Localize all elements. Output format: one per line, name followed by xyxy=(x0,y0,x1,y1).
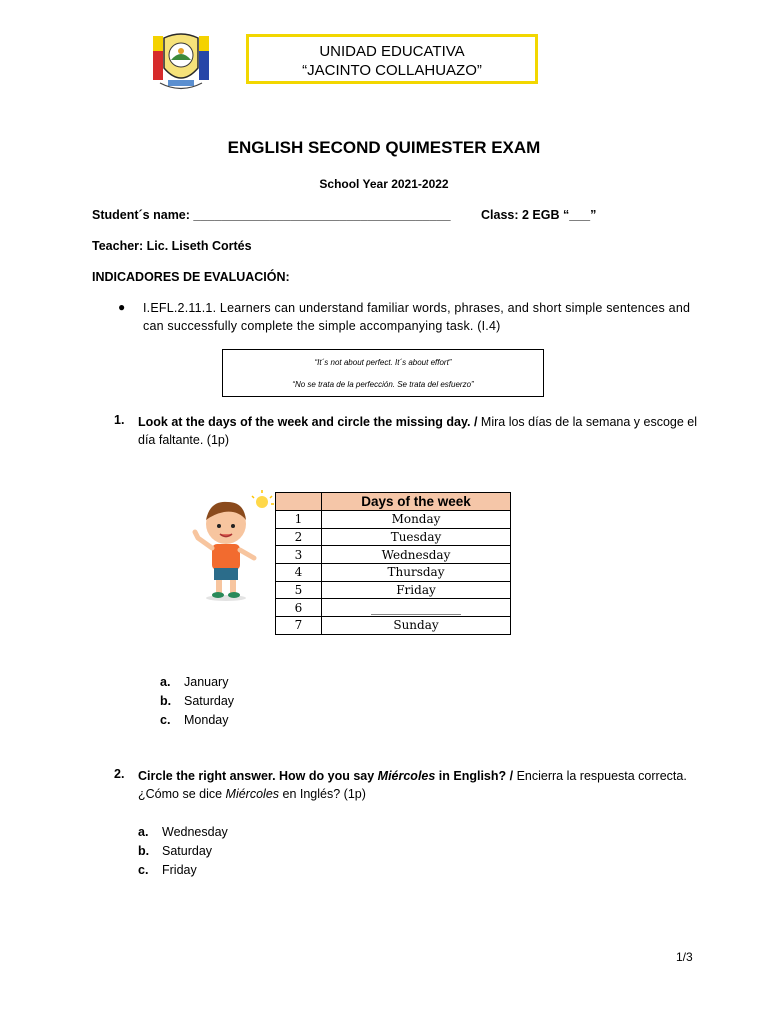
row-number: 2 xyxy=(276,528,322,546)
school-year: School Year 2021-2022 xyxy=(319,177,449,191)
row-number: 4 xyxy=(276,564,322,582)
table-row xyxy=(276,511,511,529)
exam-title: ENGLISH SECOND QUIMESTER EXAM xyxy=(227,138,541,157)
question-1-normal: Mira los días de la semana y escoge el día faltante. (1p) xyxy=(138,415,698,447)
row-number: 6 xyxy=(276,599,322,617)
teacher-line: Teacher: Lic. Liseth Cortés xyxy=(92,239,252,253)
school-name-line2: “JACINTO COLLAHUAZO” xyxy=(302,62,482,79)
lightbulb-icon xyxy=(252,490,274,508)
page-number: 1/3 xyxy=(676,950,693,964)
quote-spanish: “No se trata de la perfección. Se trata del esfuerzo” xyxy=(292,380,474,389)
question-2-normal-2: en Inglés? (1p) xyxy=(279,787,366,801)
table-row xyxy=(276,528,511,546)
boy-pointing-illustration xyxy=(192,488,276,604)
table-row xyxy=(276,546,511,564)
question-2-bold-2: in English? / xyxy=(435,769,514,783)
row-number: 3 xyxy=(276,546,322,564)
question-2-italic-1: Miércoles xyxy=(377,769,436,783)
question-2-text xyxy=(138,767,698,803)
row-number: 1 xyxy=(276,511,322,529)
question-1-text xyxy=(138,413,698,449)
school-name-box xyxy=(246,34,538,84)
question-2-bold-1: Circle the right answer. How do you say xyxy=(138,769,378,783)
question-2-options xyxy=(138,823,228,880)
student-name-field: Student´s name: _____________________________________ xyxy=(92,208,451,222)
row-day: Wednesday xyxy=(322,546,511,564)
option-a[interactable]: a. Wednesday xyxy=(138,825,228,839)
row-day-blank: _______________ xyxy=(322,599,511,617)
table-row xyxy=(276,564,511,582)
row-day: Tuesday xyxy=(322,528,511,546)
option-b[interactable]: b. Saturday xyxy=(138,844,213,858)
table-row xyxy=(276,599,511,617)
option-c[interactable]: c. Monday xyxy=(160,713,229,727)
row-day: Monday xyxy=(322,511,511,529)
table-row xyxy=(276,581,511,599)
table-row xyxy=(276,617,511,635)
question-2-number: 2. xyxy=(114,767,125,781)
question-1-bold: Look at the days of the week and circle the missing day. / xyxy=(138,415,478,429)
row-number: 7 xyxy=(276,617,322,635)
indicators-heading: INDICADORES DE EVALUACIÓN: xyxy=(92,270,290,284)
row-day: Friday xyxy=(322,581,511,599)
option-b[interactable]: b. Saturday xyxy=(160,694,235,708)
bullet-icon: ● xyxy=(118,300,126,314)
quote-english: “It´s not about perfect. It´s about effort” xyxy=(314,358,452,367)
school-name-line1: UNIDAD EDUCATIVA xyxy=(319,43,465,60)
row-day: Sunday xyxy=(322,617,511,635)
days-of-week-table xyxy=(275,492,511,635)
class-field: Class: 2 EGB “___” xyxy=(481,208,597,222)
option-a[interactable]: a. January xyxy=(160,675,229,689)
question-2-italic-2: Miércoles xyxy=(225,787,280,801)
question-1-options xyxy=(160,673,234,730)
table-header-row xyxy=(276,493,511,511)
question-2-normal-1: Encierra la respuesta correcta. ¿Cómo se dice xyxy=(138,769,687,801)
row-number: 5 xyxy=(276,581,322,599)
row-day: Thursday xyxy=(322,564,511,582)
table-header-empty xyxy=(276,493,322,511)
quote-box xyxy=(222,349,544,397)
question-1-number: 1. xyxy=(114,413,125,427)
table-header-title: Days of the week xyxy=(322,493,511,511)
indicator-text: I.EFL.2.11.1. Learners can understand familiar words, phrases, and short simple sentences and can successfully complete the simple accompanying task. (I.4) xyxy=(143,301,691,333)
school-emblem-logo xyxy=(150,28,212,94)
option-c[interactable]: c. Friday xyxy=(138,863,197,877)
